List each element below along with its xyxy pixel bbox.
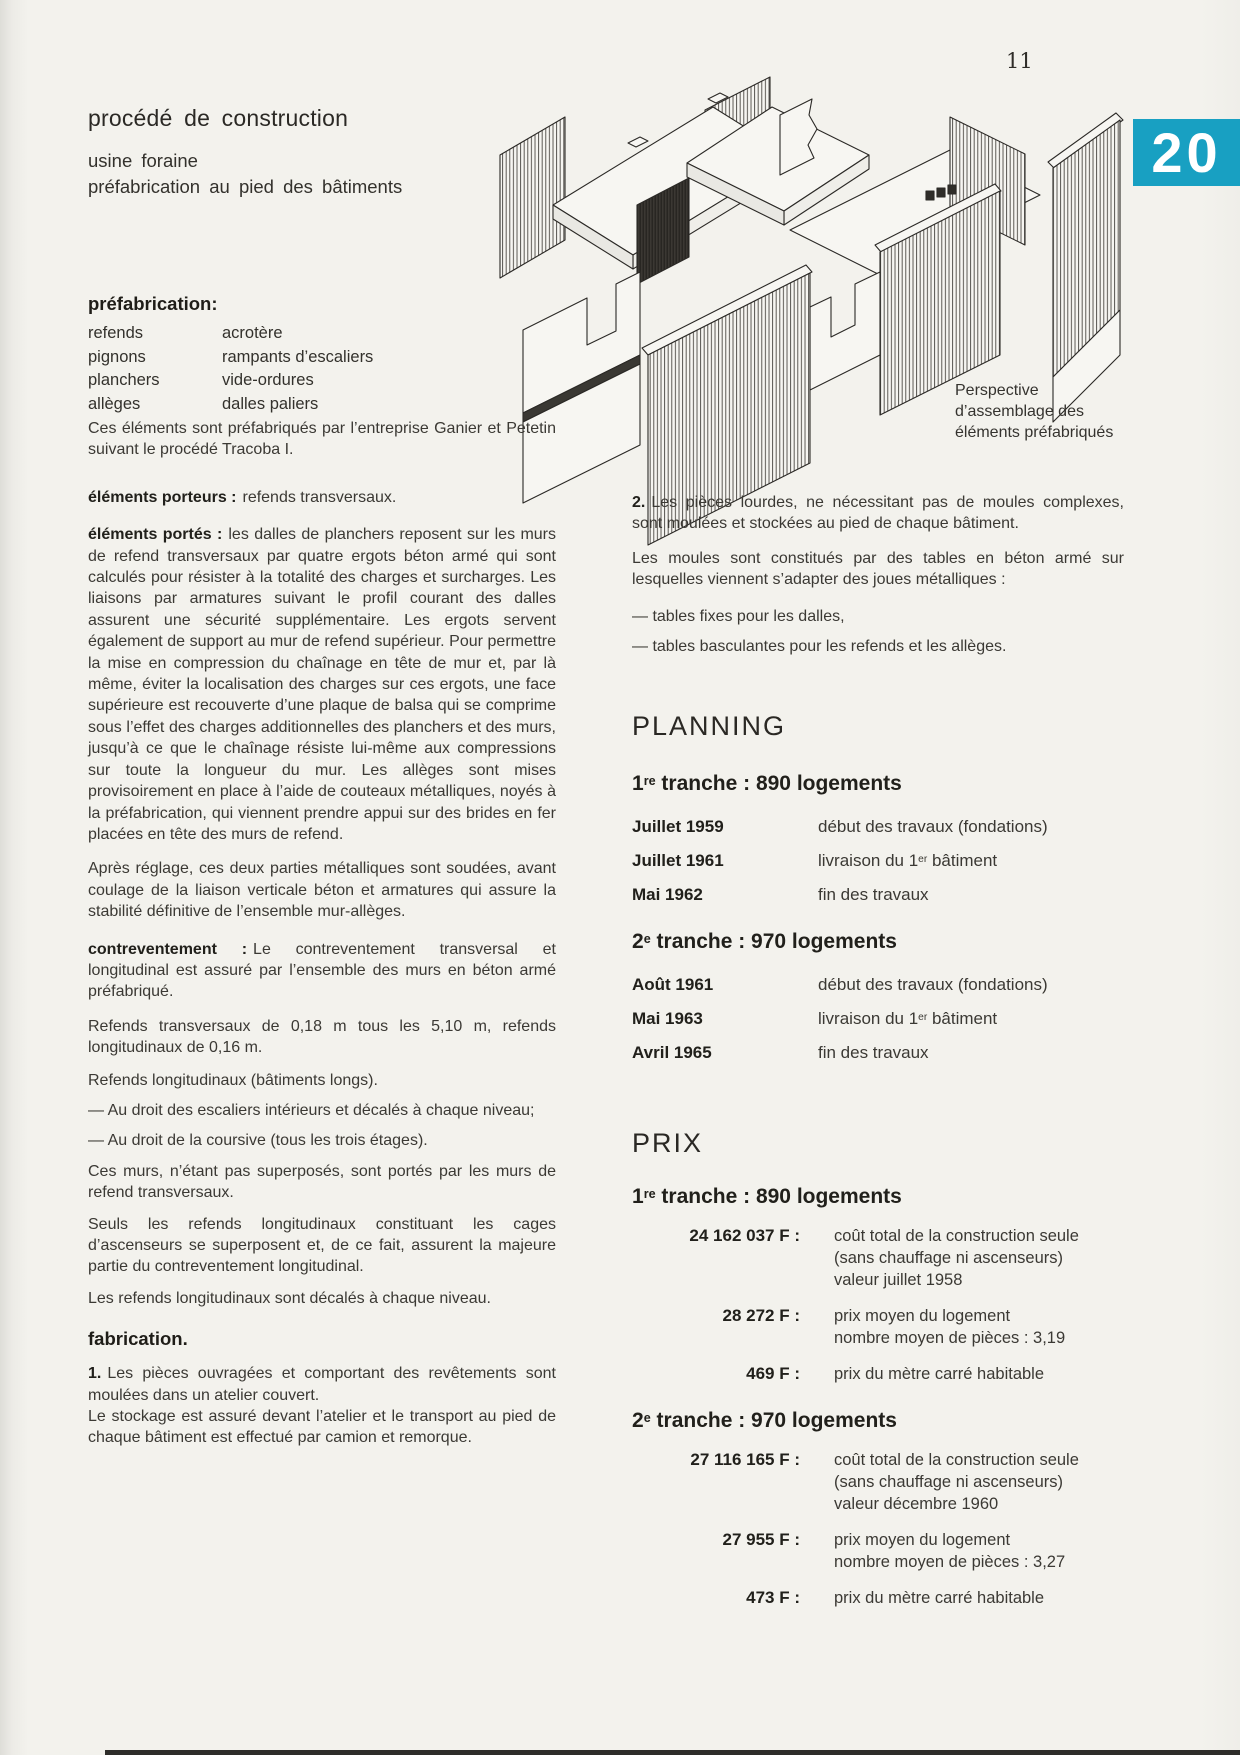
price-desc: prix moyen du logement nombre moyen de pièces : 3,19 [834,1307,1066,1348]
page-bottom-edge [105,1750,1240,1755]
tranche-title [632,928,1124,958]
planning-desc: livraison du 1er bâtiment [818,851,998,871]
price-row [632,1529,1124,1573]
tranche-ordinal: e [643,1411,651,1426]
planning-desc: fin des travaux [818,1043,929,1063]
list-item: allèges [88,394,141,413]
planning-date: Avril 1965 [632,1043,712,1063]
price-amount: 473 F : [746,1588,800,1608]
assembly-perspective-figure [480,55,1130,555]
contreventement-paragraph [88,939,556,1003]
paragraph-text: Le stockage est assuré devant l’atelier et le transport au pied de chaque bâtiment est effectué par camion et remorque. [88,1408,556,1447]
fabrication-paragraph [88,1363,556,1449]
subtitle-line: préfabrication au pied des bâtiments [88,176,403,197]
tranche-text: tranche : 890 logements [655,772,902,796]
planning-desc: début des travaux (fondations) [818,975,1048,995]
tranche-title [632,770,1124,800]
prefabrication-heading: préfabrication: [88,293,218,314]
pieces-lourdes-paragraph [632,492,1124,535]
planning-date: Mai 1963 [632,1009,703,1029]
decales-paragraph: Les refends longitudinaux sont décalés à chaque niveau. [88,1289,491,1307]
tranche-ordinal: re [643,774,656,789]
price-amount: 27 116 165 F : [690,1450,800,1470]
refends-paragraph: Refends transversaux de 0,18 m tous les 5,10 m, refends longitudinaux de 0,16 m. [88,1017,556,1057]
planning-date: Juillet 1959 [632,817,724,837]
planning-date: Mai 1962 [632,885,703,905]
tranche-number: 1 [632,1185,644,1209]
price-desc: prix du mètre carré habitable [834,1589,1045,1608]
price-row [632,1305,1124,1349]
list-item: planchers [88,371,160,389]
ergot-block-dark [948,185,956,194]
planning-row [632,969,1124,1003]
bullet-item: — tables fixes pour les dalles, [632,607,845,625]
list-item: dalles paliers [222,394,319,413]
paragraph-lead: contreventement : [88,940,248,958]
chapter-badge: 20 [1133,119,1240,186]
elements-portes-paragraph [88,524,556,845]
bullet-item: — Au droit des escaliers intérieurs et décalés à chaque niveau; [88,1101,535,1119]
planning-date: Août 1961 [632,975,714,995]
tranche-ordinal: e [643,932,651,947]
paragraph-lead: 1. [88,1365,102,1383]
tranche-text: tranche : 890 logements [655,1185,902,1209]
paragraph-lead: éléments portés : [88,526,223,544]
price-desc: prix du mètre carré habitable [834,1365,1045,1384]
price-row [632,1449,1124,1515]
price-desc: coût total de la construction seule (sans chauffage ni ascenseurs) valeur juillet 1958 [834,1227,1079,1290]
tranche-ordinal: re [643,1187,656,1202]
planning-desc: livraison du 1er bâtiment [818,1009,998,1029]
planning-row [632,1037,1124,1071]
list-item: pignons [88,347,146,366]
tranche-title [632,1407,1124,1437]
moules-paragraph: Les moules sont constitués par des tables en béton armé sur lesquelles viennent s’adapter des joues métalliques : [632,549,1124,589]
ergot-block [628,137,648,147]
assembly-perspective-drawing [480,55,1130,555]
price-desc: coût total de la construction seule (sans chauffage ni ascenseurs) valeur décembre 1960 [834,1451,1079,1514]
planning-heading: PLANNING [632,711,787,742]
paragraph-text: Les pièces ouvragées et comportant des revêtements sont moulées dans un atelier couvert. [88,1365,556,1404]
paragraph-text: refends transversaux. [242,488,397,506]
price-amount: 24 162 037 F : [689,1226,800,1246]
left-column [88,104,556,1449]
refends-paragraph: Refends longitudinaux (bâtiments longs). [88,1071,378,1089]
planning-date: Juillet 1961 [632,851,724,871]
seuls-paragraph: Seuls les refends longitudinaux constituant les cages d’ascenseurs se superposent et, de ce fait, assurent la majeure partie du contreventement longitudinal. [88,1215,556,1276]
planning-row [632,811,1124,845]
prix-heading: PRIX [632,1128,704,1159]
list-item: refends [88,324,144,342]
planning-desc: début des travaux (fondations) [818,817,1048,837]
ergot-block-dark [926,191,934,200]
price-row [632,1587,1124,1609]
price-amount: 469 F : [746,1364,800,1384]
bullet-item: — Au droit de la coursive (tous les trois étages). [88,1132,428,1150]
tranche-number: 2 [632,930,644,954]
list-item: vide-ordures [222,371,314,389]
planning-table [632,969,1124,1071]
list-item: acrotère [222,324,283,342]
tranche-text: tranche : 970 logements [650,930,897,954]
figure-caption-line: d’assemblage des [955,403,1084,420]
right-column [632,492,1124,1609]
price-table [632,1449,1124,1609]
ergot-block-dark [937,188,945,197]
apres-reglage-paragraph: Après réglage, ces deux parties métalliques sont soudées, avant coulage de la liaison verticale béton et armatures qui assure la stabilité définitive de l’ensemble mur-allèges. [88,860,556,921]
paragraph-lead: 2. [632,494,646,511]
paragraph-text: Les pièces lourdes, ne nécessitant pas de moules complexes, sont moulées et stockées au pied de chaque bâtiment. [632,494,1124,533]
planning-table [632,811,1124,913]
paragraph-text: les dalles de planchers reposent sur les murs de refend transversaux par quatre ergots béton armé qui sont calculés pour résister à la totalité des charges et surcharges. Les liaisons par armatures suivant le profil courant des dalles assurent une sécurité supplémentaire. Les ergots servent également de support au mur de refend supérieur. Pour permettre la mise en compression du chaînage en tête de mur et, par là même, éviter la localisation des charges sur ces ergots, une face supérieure est recouverte d’une plaque de balsa qui se comprime sous l’effet des charges additionnelles des planchers et des murs, jusqu’à ce que le chaînage résiste lui-même aux compressions sur toute la longueur du mur. Les allèges sont mises provisoirement en place à l’aide de couteaux métalliques, noyés à la préfabrication, qui viennent prendre appui sur des brides en fer placées en tête des murs de refend. [88,526,557,843]
price-row [632,1363,1124,1385]
prefabrication-note: Ces éléments sont préfabriqués par l’entreprise Ganier et Petetin suivant le procédé Tracoba I. [88,420,556,459]
tranche-title [632,1183,1124,1213]
planning-row [632,879,1124,913]
price-amount: 28 272 F : [722,1306,800,1326]
murs-paragraph: Ces murs, n’étant pas superposés, sont portés par les murs de refend transversaux. [88,1162,556,1202]
planning-row [632,1003,1124,1037]
paragraph-lead: éléments porteurs : [88,488,237,506]
page-title: procédé de construction [88,105,349,131]
tranche-number: 1 [632,772,644,796]
price-table [632,1225,1124,1385]
list-item: rampants d’escaliers [222,347,374,366]
figure-caption [955,380,1135,443]
fabrication-heading: fabrication. [88,1328,188,1350]
figure-caption-line: éléments préfabriqués [955,424,1114,441]
elements-porteurs-paragraph [88,487,556,508]
planning-desc: fin des travaux [818,885,929,905]
figure-caption-line: Perspective [955,382,1039,399]
prefabrication-list [88,322,556,416]
paragraph-text: Le contreventement transversal et longitudinal est assuré par l’ensemble des murs en béton armé préfabriqué. [88,940,556,1001]
subtitle-line: usine foraine [88,150,198,171]
planning-row [632,845,1124,879]
notched-wall-center [810,272,880,390]
price-amount: 27 955 F : [722,1530,800,1550]
price-desc: prix moyen du logement nombre moyen de pièces : 3,27 [834,1531,1066,1572]
bullet-item: — tables basculantes pour les refends et les allèges. [632,638,1007,656]
price-row [632,1225,1124,1291]
page-number: 11 [1006,49,1033,73]
tranche-number: 2 [632,1409,644,1433]
tranche-text: tranche : 970 logements [650,1409,897,1433]
